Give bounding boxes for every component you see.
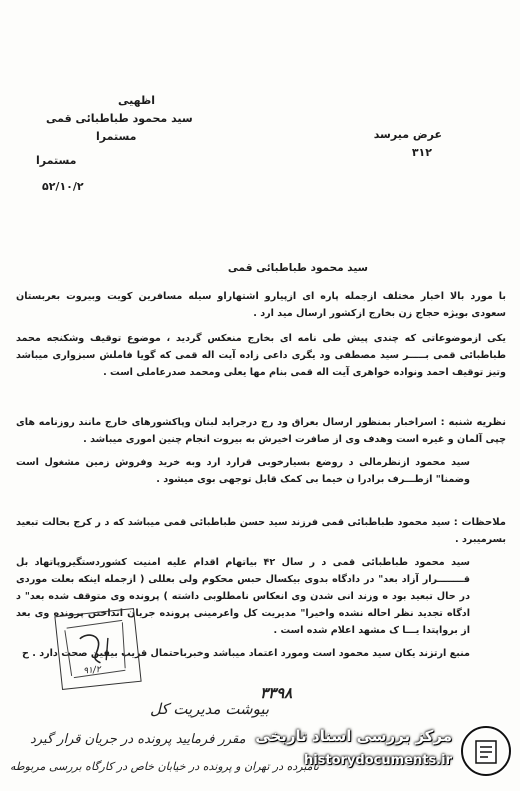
document-title: سید محمود طباطبائی قمی	[227, 262, 368, 274]
nazaria-paragraph	[16, 414, 506, 448]
subject-name-header: سید محمود طباطبائی قمی	[46, 112, 193, 125]
handwritten-note-1: بیوشت مدیریت کل	[150, 700, 270, 718]
document-date: ۵۲/۱۰/۲	[42, 180, 84, 193]
archive-logo-icon	[458, 723, 514, 779]
paragraph-2: یکی ازموضوعاتی که چندی پیش طی نامه ای بخارج منعکس گردید ، موضوع توقیف وشکنجه محمد طباطبائی قمی بـــــر سید مصطفی ود یگری داعی زاده آیت اله قمی که گویا فاملش سبزواری میباشد وتیز توقیف احمد ونواده خواهری آیت اله قمی بنام مها یعلی ومحمد صدرعاملی است .	[16, 333, 506, 378]
molahezat-paragraph-2: سید محمود طباطبائی قمی د ر سال ۴۲ بیاتهام اقدام علیه امنیت کشوردستگیروپاتهاد بل قــــــــرار آزاد بعد" در دادگاه بدوی بیکسال حبس محکوم ولی بعللی ( ازجمله اینکه بعلت موردی در حال تبعید بود ه وزند انی شدن وی انعکاس نامطلوبی داشته ) پرونده وی متوقف شده بعد" د ادگاه تجدید نظر احاله نشده واخیرا" مدیریت کل واعرمینی پرونده جریان انداختن پرونده وی بعد از برواپتدا یـــا ک مشهد اعلام شده است .	[16, 557, 470, 636]
nazaria-label: نظریه شنبه :	[440, 417, 507, 428]
source-line: منبع ارتزند یکان سید محمود است ومورد اعتماد میباشد وخبرباحتمال قریب بیقین صحت دارد . ح	[21, 648, 470, 659]
reference-number: ۳۱۲	[411, 146, 432, 159]
molahezat-text-1: سید محمود طباطبائی قمی فرزند سید حسن طباطبائی قمی میباشد که د ر کرج بحالت تبعید بسرمیبرد .	[16, 517, 506, 545]
watermark-url: historydocuments.ir	[303, 753, 452, 768]
handwritten-number: ۳۳۹۸	[260, 684, 293, 702]
watermark	[244, 719, 514, 783]
watermark-title: مرکز بررسی اسناد تاریخی	[255, 727, 452, 745]
document-body	[16, 288, 506, 381]
nazaria-text: اسراخبار بمنظور ارسال بعراق ود رج درجراید لبنان وپاکشورهای خارج مانند روزنامه های چپی آلمان و غیره است وهدف وی از صافرت اخیرش به بیروت انجام چنین اموری میباشد .	[16, 417, 506, 445]
stamp-text: ۹۱/۲	[82, 664, 102, 677]
mustamer-label-2: مستمرا	[36, 154, 77, 167]
arz-label: عرض میرسد	[373, 128, 442, 141]
paragraph-1: با مورد بالا اخبار مختلف ازجمله پاره ای ازپیارو اشتهاراو سیله مسافرین کویت وبیروت بعربستان سعودی بویژه حجاج زن بخارج ازکشور ارسال مید ارد .	[16, 291, 506, 319]
nazaria-block	[16, 414, 506, 488]
molahezat-label: ملاحظات :	[453, 517, 506, 528]
stamp-scribble-icon	[55, 609, 140, 689]
stamp-box	[54, 608, 141, 690]
salutation: اظهیی	[118, 94, 156, 107]
handwritten-note-3: نامبرده در تهران و پرونده در خیابان خاص در کارگاه بررسی مربوطه	[10, 760, 319, 773]
mustamer-label-1: مستمرا	[96, 130, 137, 143]
nazaria-paragraph-2: سید محمود ازنظرمالی د روضع بسیارخوبی قرارد ارد وبه خرید وفروش زمین مشغول است وضمنا" ازطـــرف برادرا ن خیما بی کمک قابل توجهی بوی میشود .	[16, 457, 470, 485]
handwritten-note-2: مقرر فرمایید پرونده در جریان قرار گیرد	[30, 732, 246, 747]
molahezat-paragraph-1	[16, 514, 506, 548]
